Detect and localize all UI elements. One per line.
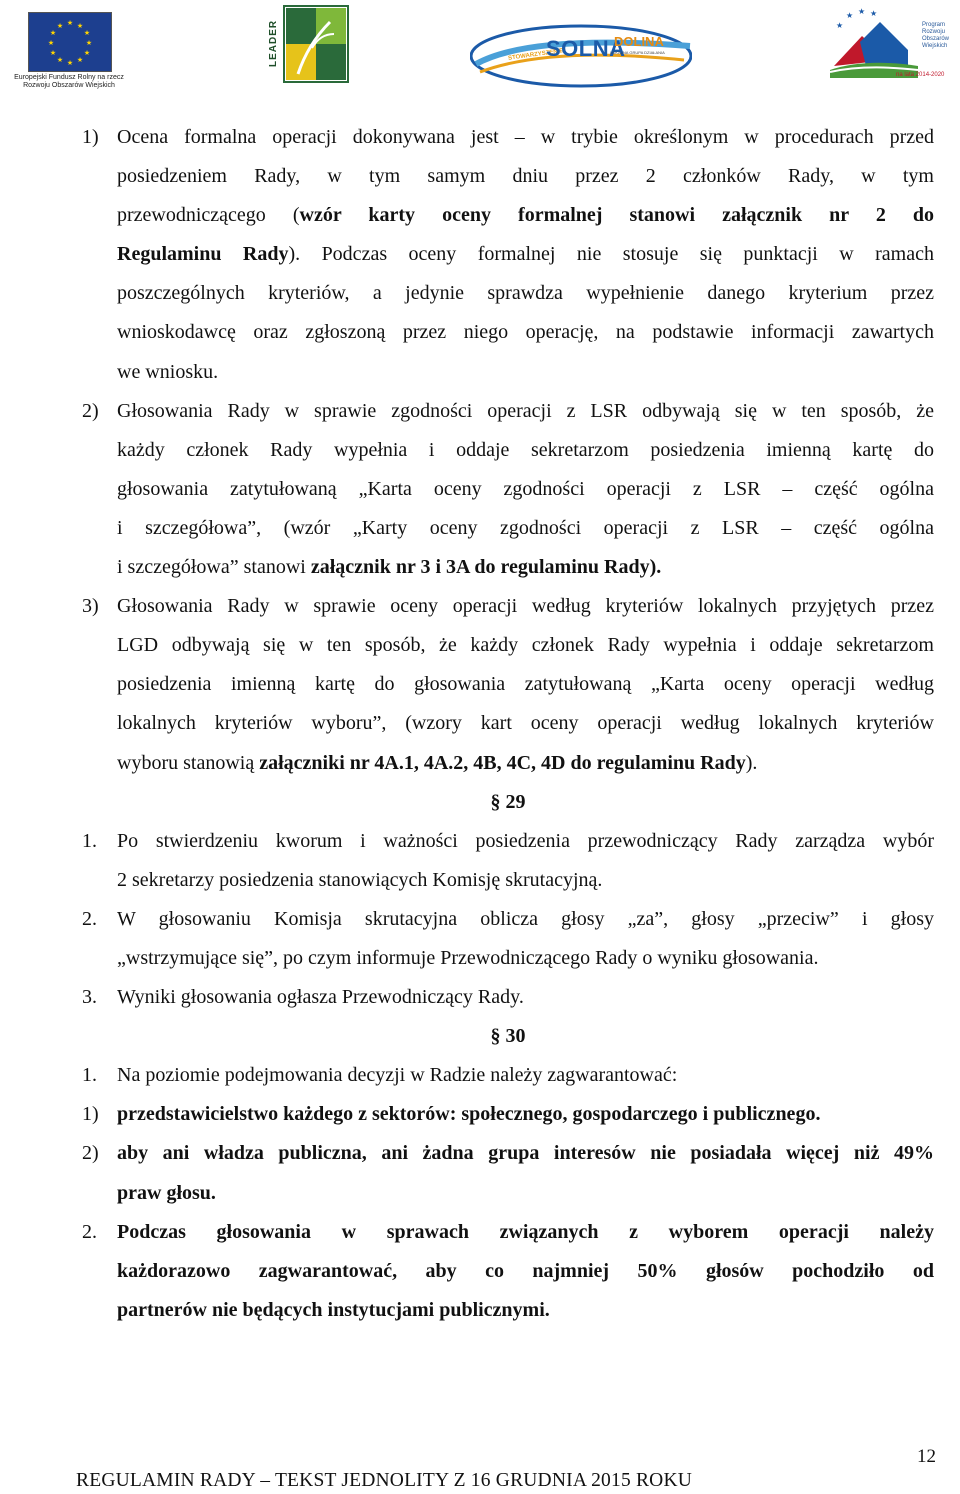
bold-text: załącznik nr 3 i 3A do regulaminu Rady). [310, 556, 662, 579]
prow-2014-2020-logo [826, 6, 956, 92]
text-line [82, 900, 934, 939]
svg-text:★: ★ [83, 49, 91, 57]
svg-text:★: ★ [56, 56, 64, 64]
document-body [82, 118, 934, 1330]
section-symbol: § 29 [490, 790, 526, 813]
paragraph-text [117, 431, 934, 470]
list-marker: 2) [82, 1142, 99, 1165]
header-logos [0, 0, 960, 100]
bold-text: załączniki nr 4A.1, 4A.2, 4B, 4C, 4D do regulaminu Rady [259, 751, 746, 774]
prow-logo-years: na lata 2014-2020 [896, 72, 945, 78]
paragraph-text [117, 587, 934, 626]
paragraph-text [117, 548, 934, 587]
svg-text:★: ★ [76, 22, 84, 30]
plain-text: lokalnych kryteriów wyboru”, (wzory kart oceny operacji według lokalnych kryteriów [117, 712, 934, 735]
paragraph-text [117, 1213, 934, 1252]
bold-text: Podczas głosowania w sprawach związanych z wyborem operacji należy [117, 1220, 934, 1243]
list-marker: 1. [82, 829, 97, 852]
text-line [82, 822, 934, 861]
plain-text: LGD odbywają się w ten sposób, że każdy członek Rady wypełnia i oddaje sekretarzom [117, 634, 934, 657]
svg-text:★: ★ [47, 39, 55, 47]
text-line [82, 1095, 934, 1134]
section-symbol: § 30 [490, 1025, 526, 1048]
plain-text: Wyniki głosowania ogłasza Przewodniczący Rady. [117, 986, 524, 1009]
bold-text: aby ani władza publiczna, ani żadna grupa interesów nie posiadała więcej niż 49% [117, 1142, 934, 1165]
list-marker: 2. [82, 907, 97, 930]
paragraph-text [117, 704, 934, 743]
paragraph-text [117, 1095, 934, 1134]
text-line [82, 744, 934, 783]
svg-text:★: ★ [49, 29, 57, 37]
list-marker: 2) [82, 399, 99, 422]
section-heading [82, 1017, 934, 1056]
text-line [82, 235, 934, 274]
paragraph-text [117, 978, 934, 1017]
paragraph-text [117, 313, 934, 352]
paragraph-text [117, 1134, 934, 1173]
paragraph-text [117, 118, 934, 157]
solna-dolina-label: DOLINA [614, 34, 664, 49]
paragraph-text [117, 822, 934, 861]
plain-text: poszczególnych kryteriów, a jedynie sprawdza wypełnienie danego kryterium przez [117, 282, 934, 305]
text-line [82, 392, 934, 431]
bold-text: przedstawicielstwo każdego z sektorów: społecznego, gospodarczego i publicznego. [117, 1103, 821, 1126]
eu-flag-icon [28, 12, 112, 72]
list-marker: 1) [82, 126, 99, 148]
paragraph-text [117, 157, 934, 196]
paragraph-text [117, 274, 934, 313]
bold-text: praw głosu. [117, 1181, 216, 1204]
text-line [82, 274, 934, 313]
text-line [82, 626, 934, 665]
list-marker: 3) [82, 595, 99, 618]
eu-logo-caption: Europejski Fundusz Rolny na rzecz Rozwoju Obszarów Wiejskich [14, 74, 124, 89]
plain-text: wyboru stanowią [117, 751, 260, 774]
paragraph-text [117, 665, 934, 704]
text-line [82, 1174, 934, 1213]
plain-text: Głosowania Rady w sprawie zgodności operacji z LSR odbywają się w ten sposób, że [117, 399, 934, 422]
list-marker: 2. [82, 1220, 97, 1243]
list-marker: 3. [82, 986, 97, 1009]
svg-text:★: ★ [85, 39, 93, 47]
page-number: 12 [917, 1446, 936, 1467]
text-line [82, 665, 934, 704]
paragraph-text [117, 1291, 934, 1330]
text-line [82, 861, 934, 900]
text-line [82, 157, 934, 196]
paragraph-text [117, 353, 934, 392]
paragraph-text [117, 1056, 934, 1095]
list-marker: 1) [82, 1103, 99, 1126]
text-line [82, 939, 934, 978]
paragraph-text [117, 1174, 934, 1213]
plain-text: Głosowania Rady w sprawie oceny operacji według kryteriów lokalnych przyjętych przez [117, 595, 934, 618]
leader-wordmark: LEADER [268, 19, 279, 67]
plain-text: Po stwierdzeniu kworum i ważności posiedzenia przewodniczący Rady zarządza wybór [117, 829, 934, 852]
plain-text: głosowania zatytułowaną „Karta oceny zgodności operacji z LSR – część ogólna [117, 477, 934, 500]
svg-text:★: ★ [858, 7, 866, 16]
solna-name: SOLNA [546, 36, 626, 61]
paragraph-text [117, 509, 934, 548]
prow-logo-caption: Program Rozwoju Obszarów Wiejskich [922, 22, 950, 49]
svg-text:★: ★ [836, 21, 844, 30]
solna-dolina-logo [470, 16, 692, 90]
text-line [82, 353, 934, 392]
text-line [82, 118, 934, 157]
svg-text:★: ★ [49, 49, 57, 57]
svg-text:★: ★ [56, 22, 64, 30]
plain-text: 2 sekretarzy posiedzenia stanowiących Komisję skrutacyjną. [117, 868, 603, 891]
plain-text: W głosowaniu Komisja skrutacyjna oblicza głosy „za”, głosy „przeciw” i głosy [117, 907, 934, 930]
text-line [82, 587, 934, 626]
text-line [82, 431, 934, 470]
plain-text: wnioskodawcę oraz zgłoszoną przez niego operację, na podstawie informacji zawartych [117, 321, 934, 344]
svg-text:★: ★ [846, 11, 854, 20]
plain-text: i szczegółowa” stanowi [117, 556, 311, 579]
paragraph-text [117, 1252, 934, 1291]
plain-text: i szczegółowa”, (wzór „Karty oceny zgodności operacji z LSR – część ogólna [117, 516, 934, 539]
plain-text: ). [745, 751, 758, 774]
text-line [82, 1291, 934, 1330]
paragraph-text [117, 626, 934, 665]
svg-text:★: ★ [76, 56, 84, 64]
text-line [82, 1134, 934, 1173]
paragraph-text [117, 900, 934, 939]
plain-text: Na poziomie podejmowania decyzji w Radzie należy zagwarantować: [117, 1064, 678, 1087]
section-heading [82, 783, 934, 822]
svg-text:★: ★ [66, 19, 74, 27]
plain-text: „wstrzymujące się”, po czym informuje Przewodniczącego Rady o wyniku głosowania. [117, 946, 819, 969]
solna-association-label: STOWARZYSZENIE [507, 48, 564, 62]
paragraph-text [117, 744, 934, 783]
plain-text: posiedzenia imienną kartę do głosowania zatytułowaną „Karta oceny operacji według [117, 673, 934, 696]
text-line [82, 313, 934, 352]
plain-text: Ocena formalna operacji dokonywana jest – w trybie określonym w procedurach przed [117, 126, 934, 148]
text-line [82, 509, 934, 548]
text-line [82, 1213, 934, 1252]
plain-text: we wniosku. [117, 360, 219, 383]
text-line [82, 1056, 934, 1095]
svg-text:★: ★ [870, 9, 878, 18]
plain-text: ). Podczas oceny formalnej nie stosuje się punktacji w ramach [288, 243, 934, 266]
svg-text:★: ★ [66, 59, 74, 67]
text-line [82, 470, 934, 509]
text-line [82, 548, 934, 587]
paragraph-text [117, 470, 934, 509]
paragraph-text [117, 939, 934, 978]
bold-text: partnerów nie będących instytucjami publicznymi. [117, 1298, 550, 1321]
leader-logo [268, 4, 350, 84]
plain-text: każdy członek Rady wypełnia i oddaje sekretarzom posiedzenia imienną kartę do [117, 438, 934, 461]
text-line [82, 704, 934, 743]
eu-agricultural-fund-logo [6, 8, 132, 96]
solna-subtitle: LOKALNA GRUPA DZIAŁANIA [610, 50, 665, 55]
bold-text: Regulaminu Rady [117, 243, 289, 266]
text-line [82, 978, 934, 1017]
text-line [82, 1252, 934, 1291]
paragraph-text [117, 196, 934, 235]
bold-text: każdorazowo zagwarantować, aby co najmniej 50% głosów pochodziło od [117, 1259, 934, 1282]
paragraph-text [117, 861, 934, 900]
list-marker: 1. [82, 1064, 97, 1087]
svg-text:★: ★ [83, 29, 91, 37]
paragraph-text [117, 235, 934, 274]
paragraph-text [117, 392, 934, 431]
bold-text: wzór karty oceny formalnej stanowi załącznik nr 2 do [299, 204, 934, 227]
plain-text: posiedzeniem Rady, w tym samym dniu przez 2 członków Rady, w tym [117, 165, 934, 188]
document-footer: REGULAMIN RADY – TEKST JEDNOLITY Z 16 GRUDNIA 2015 ROKU [76, 1470, 693, 1491]
plain-text: przewodniczącego ( [117, 204, 300, 227]
text-line [82, 196, 934, 235]
